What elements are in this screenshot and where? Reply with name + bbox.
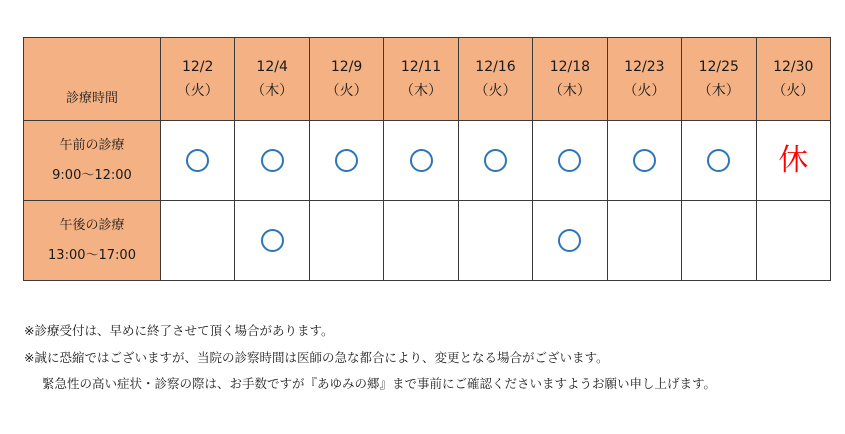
date-header [682, 38, 756, 121]
weekday-label: （木） [548, 83, 591, 99]
schedule-cell [384, 201, 458, 281]
date-header [533, 38, 607, 121]
weekday-label: （木） [251, 83, 294, 99]
schedule-row [24, 201, 831, 281]
session-hours: 9:00～12:00 [52, 167, 132, 183]
schedule-cell [458, 121, 532, 201]
clinic-schedule-table [23, 37, 831, 281]
schedule-cell [533, 201, 607, 281]
header-row [24, 38, 831, 121]
schedule-cell [309, 201, 383, 281]
schedule-cell [756, 121, 831, 201]
date-label: 12/2 [181, 59, 214, 75]
schedule-cell [533, 121, 607, 201]
corner-label: 診療時間 [24, 38, 161, 121]
schedule-cell [309, 121, 383, 201]
date-header [384, 38, 458, 121]
date-label: 12/16 [475, 59, 516, 75]
note-line: ※誠に恐縮ではございますが、当院の診察時間は医師の急な都合により、変更となる場合がございます。 [24, 349, 609, 365]
date-label: 12/18 [549, 59, 591, 75]
weekday-label: （火） [176, 83, 219, 99]
open-circle-icon [484, 149, 507, 172]
schedule-cell [235, 121, 309, 201]
schedule-cell [756, 201, 831, 281]
date-label: 12/30 [773, 59, 814, 75]
date-header [309, 38, 383, 121]
schedule-cell [161, 201, 235, 281]
schedule-cell [458, 201, 532, 281]
weekday-label: （火） [772, 83, 815, 99]
session-label [24, 121, 161, 201]
schedule-cell [384, 121, 458, 201]
note-line: 緊急性の高い症状・診察の際は、お手数ですが『あゆみの郷』まで事前にご確認くださいますようお願い申し上げます。 [42, 376, 717, 391]
schedule-cell [682, 121, 756, 201]
open-circle-icon [558, 149, 581, 172]
schedule-cell [235, 201, 309, 281]
schedule-row [24, 121, 831, 201]
date-header [458, 38, 532, 121]
date-label: 12/4 [256, 59, 288, 75]
open-circle-icon [261, 149, 284, 172]
schedule-cell [607, 201, 681, 281]
open-circle-icon [410, 149, 433, 172]
weekday-label: （火） [623, 83, 666, 99]
note-line: ※診療受付は、早めに終了させて頂く場合があります。 [24, 323, 334, 338]
schedule-cell [607, 121, 681, 201]
date-header [607, 38, 681, 121]
session-name: 午後の診療 [59, 217, 125, 233]
date-label: 12/25 [698, 59, 739, 75]
open-circle-icon [558, 229, 581, 252]
open-circle-icon [261, 229, 284, 252]
schedule-cell [682, 201, 756, 281]
date-header [756, 38, 831, 121]
weekday-label: （木） [697, 83, 740, 99]
open-circle-icon [335, 149, 358, 172]
schedule-cell [161, 121, 235, 201]
session-label [24, 201, 161, 281]
date-header [235, 38, 309, 121]
weekday-label: （火） [474, 83, 517, 99]
weekday-label: （火） [325, 83, 368, 99]
closed-mark: 休 [778, 142, 809, 178]
weekday-label: （木） [400, 83, 443, 99]
date-label: 12/23 [624, 59, 665, 75]
date-label: 12/9 [330, 59, 363, 75]
open-circle-icon [633, 149, 656, 172]
date-label: 12/11 [400, 59, 442, 75]
session-name: 午前の診療 [59, 137, 125, 153]
date-header [161, 38, 235, 121]
session-hours: 13:00～17:00 [48, 247, 136, 263]
open-circle-icon [707, 149, 730, 172]
open-circle-icon [186, 149, 209, 172]
notes-section [24, 318, 716, 398]
